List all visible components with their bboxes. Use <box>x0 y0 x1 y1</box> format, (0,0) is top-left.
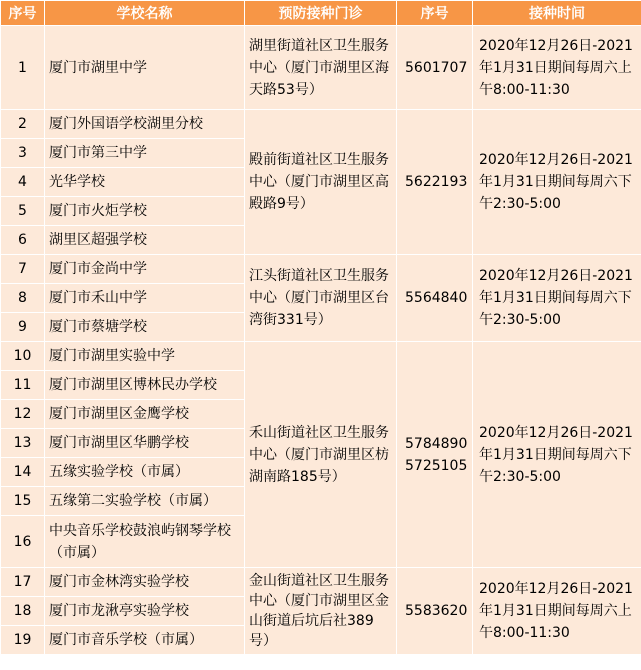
school-name: 厦门市第三中学 <box>45 139 245 168</box>
school-name: 厦门市湖里区博林民办学校 <box>45 371 245 400</box>
row-number: 1 <box>1 26 45 110</box>
row-number: 7 <box>1 255 45 284</box>
vaccination-time: 2020年12月26日-2021年1月31日期间每周六下午2:30-5:00 <box>473 342 641 568</box>
school-name: 厦门市禾山中学 <box>45 284 245 313</box>
header-clinic: 预防接种门诊 <box>245 1 397 26</box>
row-number: 9 <box>1 313 45 342</box>
row-number: 6 <box>1 226 45 255</box>
school-name: 厦门市金尚中学 <box>45 255 245 284</box>
clinic-phone: 5622193 <box>397 110 473 255</box>
school-name: 厦门市湖里中学 <box>45 26 245 110</box>
school-name: 厦门市湖里区华鹏学校 <box>45 429 245 458</box>
school-name: 厦门市湖里实验中学 <box>45 342 245 371</box>
clinic-phone <box>397 342 473 568</box>
row-number: 15 <box>1 487 45 516</box>
row-number: 19 <box>1 626 45 655</box>
header-time: 接种时间 <box>473 1 641 26</box>
clinic-name: 金山街道社区卫生服务中心（厦门市湖里区金山街道后坑后社389号） <box>245 568 397 655</box>
vaccination-time: 2020年12月26日-2021年1月31日期间每周六下午2:30-5:00 <box>473 255 641 342</box>
table-row <box>1 342 641 371</box>
header-school-name: 学校名称 <box>45 1 245 26</box>
row-number: 3 <box>1 139 45 168</box>
clinic-name: 江头街道社区卫生服务中心（厦门市湖里区台湾街331号） <box>245 255 397 342</box>
clinic-phone: 5564840 <box>397 255 473 342</box>
row-number: 17 <box>1 568 45 597</box>
row-number: 10 <box>1 342 45 371</box>
clinic-name: 禾山街道社区卫生服务中心（厦门市湖里区枋湖南路185号） <box>245 342 397 568</box>
vaccination-time: 2020年12月26日-2021年1月31日期间每周六上午8:00-11:30 <box>473 568 641 655</box>
school-name: 厦门市金林湾实验学校 <box>45 568 245 597</box>
school-name: 五缘实验学校（市属） <box>45 458 245 487</box>
vaccination-time: 2020年12月26日-2021年1月31日期间每周六下午2:30-5:00 <box>473 110 641 255</box>
clinic-phone-1: 5784890 <box>405 435 468 452</box>
clinic-phone-2: 5725105 <box>405 457 468 474</box>
school-name: 五缘第二实验学校（市属） <box>45 487 245 516</box>
row-number: 16 <box>1 516 45 568</box>
clinic-name: 殿前街道社区卫生服务中心（厦门市湖里区高殿路9号） <box>245 110 397 255</box>
clinic-phone: 5601707 <box>397 26 473 110</box>
row-number: 11 <box>1 371 45 400</box>
school-name: 厦门市龙湫亭实验学校 <box>45 597 245 626</box>
school-name: 光华学校 <box>45 168 245 197</box>
header-phone: 序号 <box>397 1 473 26</box>
row-number: 8 <box>1 284 45 313</box>
school-name: 厦门外国语学校湖里分校 <box>45 110 245 139</box>
table-row <box>1 110 641 139</box>
clinic-phone: 5583620 <box>397 568 473 655</box>
school-name: 厦门市湖里区金鹰学校 <box>45 400 245 429</box>
row-number: 13 <box>1 429 45 458</box>
table-header-row <box>1 1 641 26</box>
school-name: 厦门市火炬学校 <box>45 197 245 226</box>
row-number: 2 <box>1 110 45 139</box>
school-name: 湖里区超强学校 <box>45 226 245 255</box>
vaccination-time: 2020年12月26日-2021年1月31日期间每周六上午8:00-11:30 <box>473 26 641 110</box>
row-number: 14 <box>1 458 45 487</box>
row-number: 4 <box>1 168 45 197</box>
clinic-name: 湖里街道社区卫生服务中心（厦门市湖里区海天路53号） <box>245 26 397 110</box>
row-number: 18 <box>1 597 45 626</box>
row-number: 12 <box>1 400 45 429</box>
school-name: 厦门市蔡塘学校 <box>45 313 245 342</box>
table-row <box>1 568 641 597</box>
table-row <box>1 26 641 110</box>
row-number: 5 <box>1 197 45 226</box>
header-no: 序号 <box>1 1 45 26</box>
school-name: 中央音乐学校鼓浪屿钢琴学校（市属） <box>45 516 245 568</box>
school-name: 厦门市音乐学校（市属） <box>45 626 245 655</box>
table-row <box>1 255 641 284</box>
